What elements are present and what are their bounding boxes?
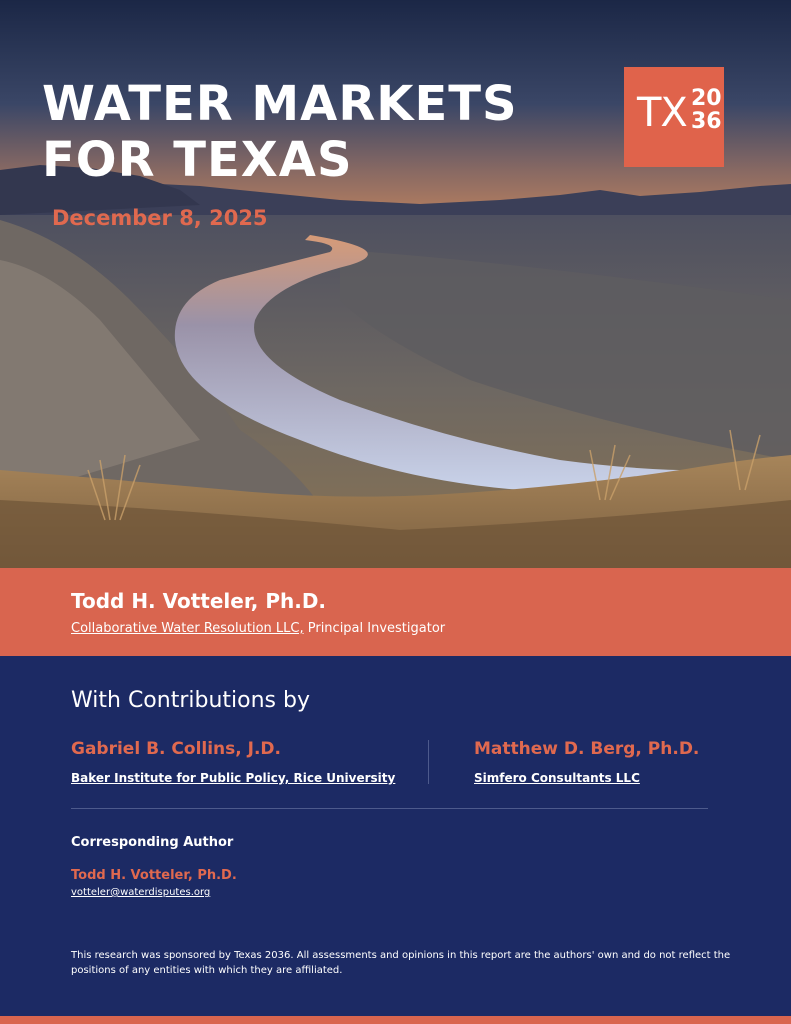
pi-role: Principal Investigator (307, 621, 446, 636)
logo-year-top: 20 (691, 86, 722, 111)
report-date: December 8, 2025 (52, 206, 268, 230)
report-title (42, 76, 518, 188)
texas-2036-logo (624, 67, 724, 167)
principal-investigator-name: Todd H. Votteler, Ph.D. (71, 589, 327, 613)
contributor-name: Matthew D. Berg, Ph.D. (474, 739, 700, 759)
contributor-affiliation-link[interactable]: Baker Institute for Public Policy, Rice University (71, 771, 396, 785)
contributor-affiliation-link[interactable]: Simfero Consultants LLC (474, 771, 640, 785)
sponsorship-disclaimer: This research was sponsored by Texas 2036. All assessments and opinions in this report are the authors' own and do not reflect the positions of any entities with which they are affiliated. (71, 950, 731, 976)
title-line-2: FOR TEXAS (42, 132, 353, 188)
bottom-accent-bar (0, 1016, 791, 1024)
title-line-1: WATER MARKETS (42, 76, 518, 132)
logo-year-bottom: 36 (691, 109, 722, 134)
corresponding-author-name: Todd H. Votteler, Ph.D. (71, 868, 237, 883)
corresponding-author-label: Corresponding Author (71, 835, 234, 850)
contributor-name: Gabriel B. Collins, J.D. (71, 739, 282, 759)
contributor-1 (71, 739, 395, 785)
corresponding-author-email-link[interactable]: votteler@waterdisputes.org (71, 887, 211, 898)
logo-year (691, 87, 722, 133)
vertical-divider (428, 740, 429, 784)
horizontal-divider (71, 808, 708, 809)
logo-letters: TX (637, 90, 687, 136)
principal-investigator-affiliation (71, 621, 445, 636)
contributions-heading: With Contributions by (71, 688, 310, 713)
contributor-2 (474, 739, 699, 785)
pi-organization-link[interactable]: Collaborative Water Resolution LLC, (71, 621, 304, 636)
